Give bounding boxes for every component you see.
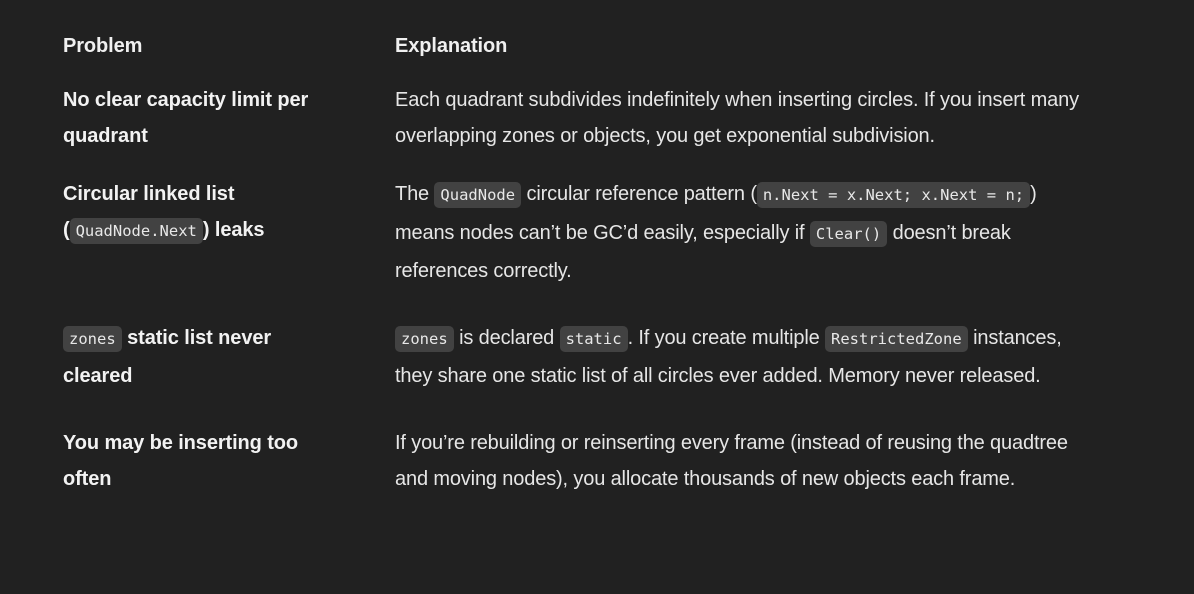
inline-code: n.Next = x.Next; x.Next = n; <box>757 182 1030 208</box>
problem-text: static list never cleared <box>63 326 272 387</box>
table-row <box>63 320 1133 396</box>
explanation-text: instances, they share one static list of all circles ever added. Memory never released. <box>395 326 1062 387</box>
problem-cell: You may be inserting too often <box>63 431 299 490</box>
problem-cell: No clear capacity limit per quadrant <box>63 89 309 147</box>
header-problem: Problem <box>63 34 143 57</box>
explanation-cell <box>395 320 1095 396</box>
inline-code: static <box>560 326 628 352</box>
explanation-text: . If you create multiple <box>627 326 826 349</box>
explanation-text: circular reference pattern ( <box>521 183 757 205</box>
inline-code: zones <box>63 326 122 352</box>
problem-cell <box>63 176 395 249</box>
explanation-cell: Each quadrant subdivides indefinitely when inserting circles. If you insert many overlapping zones or objects, you get exponential subdivision. <box>395 89 1079 147</box>
table-header-row <box>63 22 1133 70</box>
explanation-text: is declared <box>453 326 560 349</box>
explanation-cell <box>395 176 1095 291</box>
explanation-text: doesn’t break references correctly. <box>395 221 1011 282</box>
explanation-text: The <box>395 183 435 205</box>
problem-text: ( <box>63 219 70 241</box>
problem-text: Circular linked list <box>63 183 235 205</box>
problem-cell <box>63 320 303 396</box>
problem-text: ) leaks <box>202 219 265 241</box>
inline-code: RestrictedZone <box>825 326 968 352</box>
problems-table <box>63 22 1133 497</box>
table-row <box>63 82 1133 154</box>
explanation-cell: If you’re rebuilding or reinserting every frame (instead of reusing the quadtree and moving nodes), you allocate thousands of new objects each frame. <box>395 431 1068 490</box>
inline-code: zones <box>395 326 454 352</box>
table-row <box>63 425 1133 497</box>
header-explanation: Explanation <box>395 34 508 57</box>
table-row <box>63 176 1133 291</box>
inline-code: Clear() <box>810 221 887 247</box>
explanation-text: ) means nodes can’t be GC’d easily, especially if <box>395 183 1037 244</box>
inline-code: QuadNode.Next <box>70 218 203 244</box>
inline-code: QuadNode <box>434 182 521 208</box>
